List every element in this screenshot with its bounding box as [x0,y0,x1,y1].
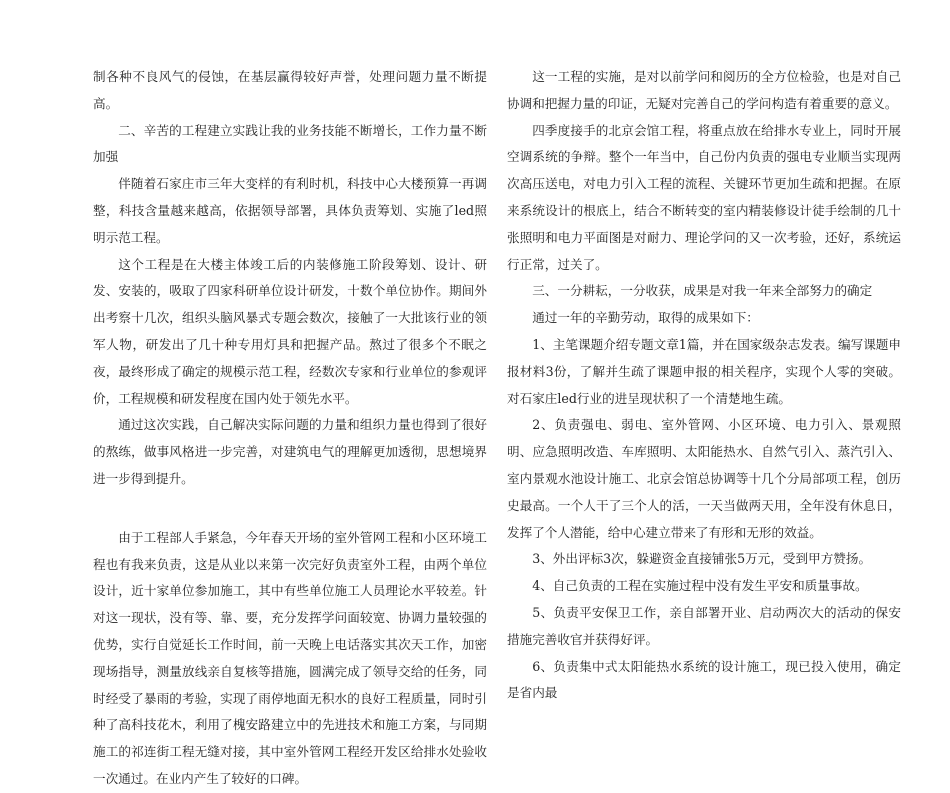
paragraph-project-significance: 这一工程的实施，是对以前学问和阅历的全方位检验，也是对自己协调和把握力量的印证，无疑对完善自己的学问构造有着重要的意义。 [507,69,901,111]
paragraph-beijing-hall: 四季度接手的北京会馆工程，将重点放在给排水专业上，同时开展空调系统的争辩。整个一年当中，自己份内负责的强电专业顺当实现两次高压送电，对电力引入工程的流程、关键环节更加生疏和把握。在原来系统设计的根底上，结合不断转变的室内精装修设计徒手绘制的几十张照明和电力平面图是对耐力、理论学问的又一次考验，还好，系统运行正常，过关了。 [507,122,901,272]
paragraph-outdoor-works: 由于工程部人手紧急，今年春天开场的室外管网工程和小区环境工程也有我来负责，这是从业以来第一次完好负责室外工程，由两个单位设计，近十家单位参加施工，其中有些单位施工人员理论水平较差。针对这一现状，没有等、靠、要，充分发挥学问面较宽、协调力量较强的优势，实行自觉延长工作时间，前一天晚上电话落实其次天工作，加密现场指导，测量放线亲自复核等措施，圆满完成了领导交给的任务，同时经受了暴雨的考验，实现了雨停地面无积水的良好工程质量，同时引种了高科技花木，利用了槐安路建立中的先进技术和施工方案，与同期施工的祁连街工程无缝对接，其中室外管网工程经开发区给排水处验收一次通过。在业内产生了较好的口碑。 [93,529,487,786]
section-heading-3: 三、一分耕耘，一分收获，成果是对我一年来全部努力的确定 [532,283,873,299]
paragraph-project-details: 这个工程是在大楼主体竣工后的内装修施工阶段筹划、设计、研发、安装的，吸取了四家科研单位设计研发，十数个单位协作。期间外出考察十几次，组织头脑风暴式专题会数次，接触了一大批该行业的领军人物，研发出了几十种专用灯具和把握产品。熬过了很多个不眠之夜，最终形成了确定的规模示范工程，经数次专家和行业单位的参观评价，工程规模和研发程度在国内处于领先水平。 [93,256,487,406]
right-column [507,64,901,707]
list-item-result-2: 2、负责强电、弱电、室外管网、小区环境、电力引入、景观照明、应急照明改造、车库照明、太阳能热水、自然气引入、蒸汽引入、室内景观水池设计施工、北京会馆总协调等十几个分局部项工程，创历史最高。一个人干了三个人的活，一天当做两天用，全年没有休息日，发挥了个人潜能，给中心建立带来了有形和无形的效益。 [507,417,901,540]
list-item-result-5: 5、负责平安保卫工作，亲自部署开业、启动两次大的活动的保安措施完善收官并获得好评。 [507,604,901,647]
paragraph-led-project: 伴随着石家庄市三年大变样的有利时机，科技中心大楼预算一再调整，科技含量越来越高，依据领导部署，具体负责筹划、实施了led照明示范工程。 [93,176,487,245]
list-item-result-1: 1、主笔课题介绍专题文章1篇，并在国家级杂志发表。编写课题申报材料3份，了解并生疏了课题申报的相关程序，实现个人零的突破。对石家庄led行业的进呈现状积了一个清楚地生疏。 [507,336,901,406]
left-column [93,64,487,793]
list-item-result-6: 6、负责集中式太阳能热水系统的设计施工，现已投入使用，确定是省内最 [507,658,901,701]
section-heading-2: 二、辛苦的工程建立实践让我的业务技能不断增长，工作力量不断加强 [93,122,487,165]
paragraph-continuation: 制各种不良风气的侵蚀，在基层赢得较好声誉，处理问题力量不断提高。 [93,69,487,111]
paragraph-practice-summary: 通过这次实践，自己解决实际问题的力量和组织力量也得到了很好的熬练，做事风格进一步完善，对建筑电气的理解更加透彻，思想境界进一步得到提升。 [93,417,487,486]
list-item-result-4: 4、自己负责的工程在实施过程中没有发生平安和质量事故。 [532,578,868,594]
list-item-result-3: 3、外出评标3次，躲避资金直接铺张5万元，受到甲方赞扬。 [532,551,872,567]
paragraph-results-intro: 通过一年的辛勤劳动，取得的成果如下： [532,310,759,326]
